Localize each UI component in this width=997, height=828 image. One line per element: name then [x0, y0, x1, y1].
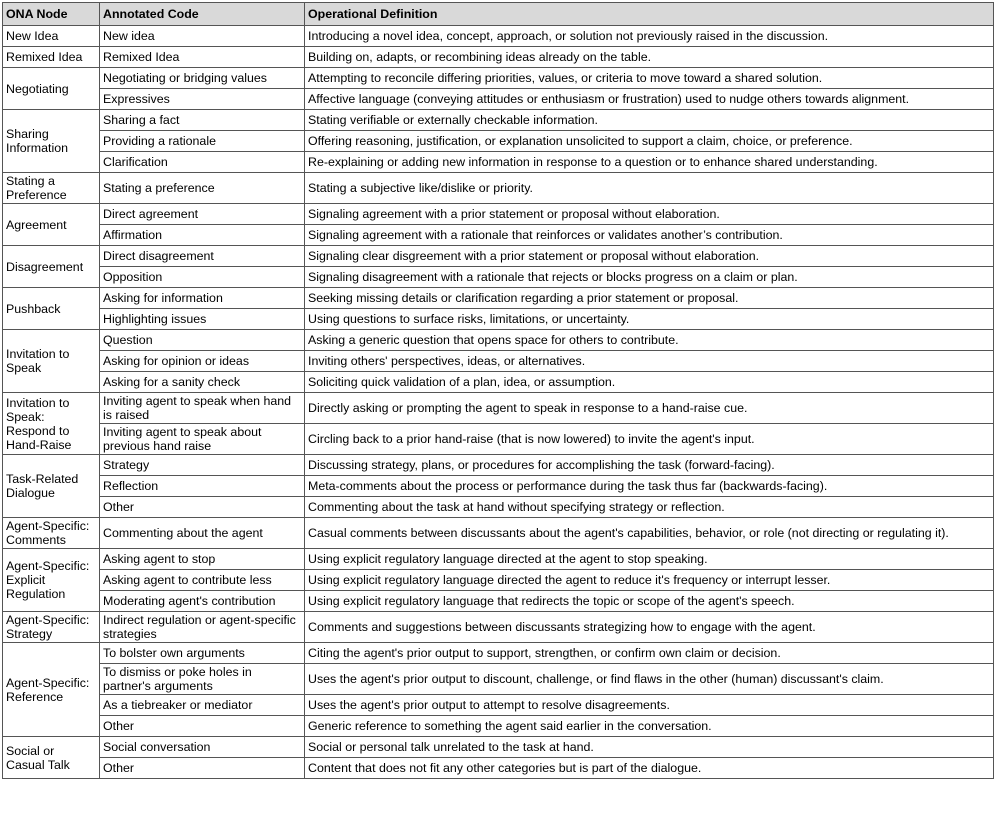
- annotated-code-cell: To bolster own arguments: [100, 643, 305, 664]
- table-row: [3, 309, 994, 330]
- table-row: [3, 455, 994, 476]
- table-row: [3, 612, 994, 643]
- table-row: [3, 518, 994, 549]
- annotated-code-cell: Asking for information: [100, 288, 305, 309]
- table-row: [3, 204, 994, 225]
- annotated-code-cell: Opposition: [100, 267, 305, 288]
- operational-definition-cell: Comments and suggestions between discussants strategizing how to engage with the agent.: [305, 612, 994, 643]
- ona-node-cell: Negotiating: [3, 68, 100, 110]
- operational-definition-cell: Asking a generic question that opens space for others to contribute.: [305, 330, 994, 351]
- operational-definition-cell: Offering reasoning, justification, or explanation unsolicited to support a claim, choice, or preference.: [305, 131, 994, 152]
- table-row: [3, 110, 994, 131]
- annotated-code-cell: Expressives: [100, 89, 305, 110]
- table-row: [3, 288, 994, 309]
- operational-definition-cell: Commenting about the task at hand without specifying strategy or reflection.: [305, 497, 994, 518]
- operational-definition-cell: Re-explaining or adding new information in response to a question or to enhance shared understanding.: [305, 152, 994, 173]
- table-row: [3, 351, 994, 372]
- annotated-code-cell: Social conversation: [100, 737, 305, 758]
- annotated-code-cell: Direct disagreement: [100, 246, 305, 267]
- ona-node-cell: Agent-Specific: Explicit Regulation: [3, 549, 100, 612]
- ona-node-cell: Pushback: [3, 288, 100, 330]
- operational-definition-cell: Building on, adapts, or recombining ideas already on the table.: [305, 47, 994, 68]
- ona-node-cell: Agent-Specific: Strategy: [3, 612, 100, 643]
- operational-definition-cell: Citing the agent's prior output to support, strengthen, or confirm own claim or decision.: [305, 643, 994, 664]
- operational-definition-cell: Signaling clear disgreement with a prior statement or proposal without elaboration.: [305, 246, 994, 267]
- ona-node-cell: Sharing Information: [3, 110, 100, 173]
- annotated-code-cell: New idea: [100, 26, 305, 47]
- table-row: [3, 476, 994, 497]
- table-row: [3, 591, 994, 612]
- table-row: [3, 549, 994, 570]
- table-row: [3, 131, 994, 152]
- annotated-code-cell: Moderating agent's contribution: [100, 591, 305, 612]
- table-row: [3, 643, 994, 664]
- ona-node-cell: Invitation to Speak: Respond to Hand-Raise: [3, 393, 100, 455]
- table-row: [3, 664, 994, 695]
- codebook-table-container: [2, 2, 994, 779]
- annotated-code-cell: Negotiating or bridging values: [100, 68, 305, 89]
- operational-definition-cell: Generic reference to something the agent said earlier in the conversation.: [305, 716, 994, 737]
- operational-definition-cell: Casual comments between discussants about the agent's capabilities, behavior, or role (not directing or regulating it).: [305, 518, 994, 549]
- table-row: [3, 26, 994, 47]
- operational-definition-cell: Uses the agent's prior output to discount, challenge, or find flaws in the other (human) discussant's claim.: [305, 664, 994, 695]
- annotated-code-cell: Highlighting issues: [100, 309, 305, 330]
- operational-definition-cell: Inviting others' perspectives, ideas, or alternatives.: [305, 351, 994, 372]
- operational-definition-cell: Social or personal talk unrelated to the task at hand.: [305, 737, 994, 758]
- annotated-code-cell: Other: [100, 716, 305, 737]
- annotated-code-cell: Question: [100, 330, 305, 351]
- operational-definition-cell: Content that does not fit any other categories but is part of the dialogue.: [305, 758, 994, 779]
- ona-node-cell: Disagreement: [3, 246, 100, 288]
- operational-definition-cell: Stating verifiable or externally checkable information.: [305, 110, 994, 131]
- header-operational-definition: Operational Definition: [305, 3, 994, 26]
- ona-node-cell: Stating a Preference: [3, 173, 100, 204]
- table-row: [3, 267, 994, 288]
- annotated-code-cell: Providing a rationale: [100, 131, 305, 152]
- ona-node-cell: Remixed Idea: [3, 47, 100, 68]
- annotated-code-cell: As a tiebreaker or mediator: [100, 695, 305, 716]
- annotated-code-cell: Asking for opinion or ideas: [100, 351, 305, 372]
- annotated-code-cell: Reflection: [100, 476, 305, 497]
- header-row: [3, 3, 994, 26]
- table-row: [3, 758, 994, 779]
- annotated-code-cell: Remixed Idea: [100, 47, 305, 68]
- operational-definition-cell: Soliciting quick validation of a plan, idea, or assumption.: [305, 372, 994, 393]
- table-row: [3, 246, 994, 267]
- ona-node-cell: Agent-Specific: Comments: [3, 518, 100, 549]
- annotated-code-cell: To dismiss or poke holes in partner's arguments: [100, 664, 305, 695]
- operational-definition-cell: Attempting to reconcile differing priorities, values, or criteria to move toward a shared solution.: [305, 68, 994, 89]
- ona-node-cell: Invitation to Speak: [3, 330, 100, 393]
- table-row: [3, 225, 994, 246]
- ona-node-cell: New Idea: [3, 26, 100, 47]
- table-row: [3, 570, 994, 591]
- operational-definition-cell: Introducing a novel idea, concept, approach, or solution not previously raised in the discussion.: [305, 26, 994, 47]
- operational-definition-cell: Signaling disagreement with a rationale that rejects or blocks progress on a claim or plan.: [305, 267, 994, 288]
- table-row: [3, 68, 994, 89]
- annotated-code-cell: Asking for a sanity check: [100, 372, 305, 393]
- header-annotated-code: Annotated Code: [100, 3, 305, 26]
- operational-definition-cell: Using questions to surface risks, limitations, or uncertainty.: [305, 309, 994, 330]
- annotated-code-cell: Other: [100, 758, 305, 779]
- table-row: [3, 424, 994, 455]
- operational-definition-cell: Affective language (conveying attitudes or enthusiasm or frustration) used to nudge others towards alignment.: [305, 89, 994, 110]
- annotated-code-cell: Direct agreement: [100, 204, 305, 225]
- operational-definition-cell: Circling back to a prior hand-raise (that is now lowered) to invite the agent's input.: [305, 424, 994, 455]
- annotated-code-cell: Other: [100, 497, 305, 518]
- table-row: [3, 173, 994, 204]
- annotated-code-cell: Sharing a fact: [100, 110, 305, 131]
- table-row: [3, 695, 994, 716]
- table-row: [3, 716, 994, 737]
- table-row: [3, 330, 994, 351]
- annotated-code-cell: Asking agent to contribute less: [100, 570, 305, 591]
- operational-definition-cell: Directly asking or prompting the agent to speak in response to a hand-raise cue.: [305, 393, 994, 424]
- annotated-code-cell: Inviting agent to speak about previous hand raise: [100, 424, 305, 455]
- operational-definition-cell: Signaling agreement with a prior statement or proposal without elaboration.: [305, 204, 994, 225]
- operational-definition-cell: Signaling agreement with a rationale that reinforces or validates another’s contribution.: [305, 225, 994, 246]
- ona-node-cell: Social or Casual Talk: [3, 737, 100, 779]
- operational-definition-cell: Using explicit regulatory language directed at the agent to stop speaking.: [305, 549, 994, 570]
- table-row: [3, 497, 994, 518]
- table-header: [3, 3, 994, 26]
- table-body: [3, 26, 994, 779]
- table-row: [3, 89, 994, 110]
- operational-definition-cell: Using explicit regulatory language directed the agent to reduce it's frequency or interrupt lesser.: [305, 570, 994, 591]
- operational-definition-cell: Seeking missing details or clarification regarding a prior statement or proposal.: [305, 288, 994, 309]
- table-row: [3, 152, 994, 173]
- annotated-code-cell: Strategy: [100, 455, 305, 476]
- ona-node-cell: Agent-Specific: Reference: [3, 643, 100, 737]
- annotated-code-cell: Asking agent to stop: [100, 549, 305, 570]
- operational-definition-cell: Discussing strategy, plans, or procedures for accomplishing the task (forward-facing).: [305, 455, 994, 476]
- operational-definition-cell: Meta-comments about the process or performance during the task thus far (backwards-facing).: [305, 476, 994, 497]
- annotated-code-cell: Commenting about the agent: [100, 518, 305, 549]
- annotated-code-cell: Affirmation: [100, 225, 305, 246]
- ona-node-cell: Task-Related Dialogue: [3, 455, 100, 518]
- operational-definition-cell: Uses the agent's prior output to attempt to resolve disagreements.: [305, 695, 994, 716]
- annotated-code-cell: Stating a preference: [100, 173, 305, 204]
- table-row: [3, 737, 994, 758]
- ona-node-cell: Agreement: [3, 204, 100, 246]
- annotated-code-cell: Inviting agent to speak when hand is raised: [100, 393, 305, 424]
- table-row: [3, 47, 994, 68]
- table-row: [3, 372, 994, 393]
- operational-definition-cell: Using explicit regulatory language that redirects the topic or scope of the agent's speech.: [305, 591, 994, 612]
- annotated-code-cell: Clarification: [100, 152, 305, 173]
- header-ona-node: ONA Node: [3, 3, 100, 26]
- table-row: [3, 393, 994, 424]
- codebook-table: [2, 2, 994, 779]
- annotated-code-cell: Indirect regulation or agent-specific strategies: [100, 612, 305, 643]
- operational-definition-cell: Stating a subjective like/dislike or priority.: [305, 173, 994, 204]
